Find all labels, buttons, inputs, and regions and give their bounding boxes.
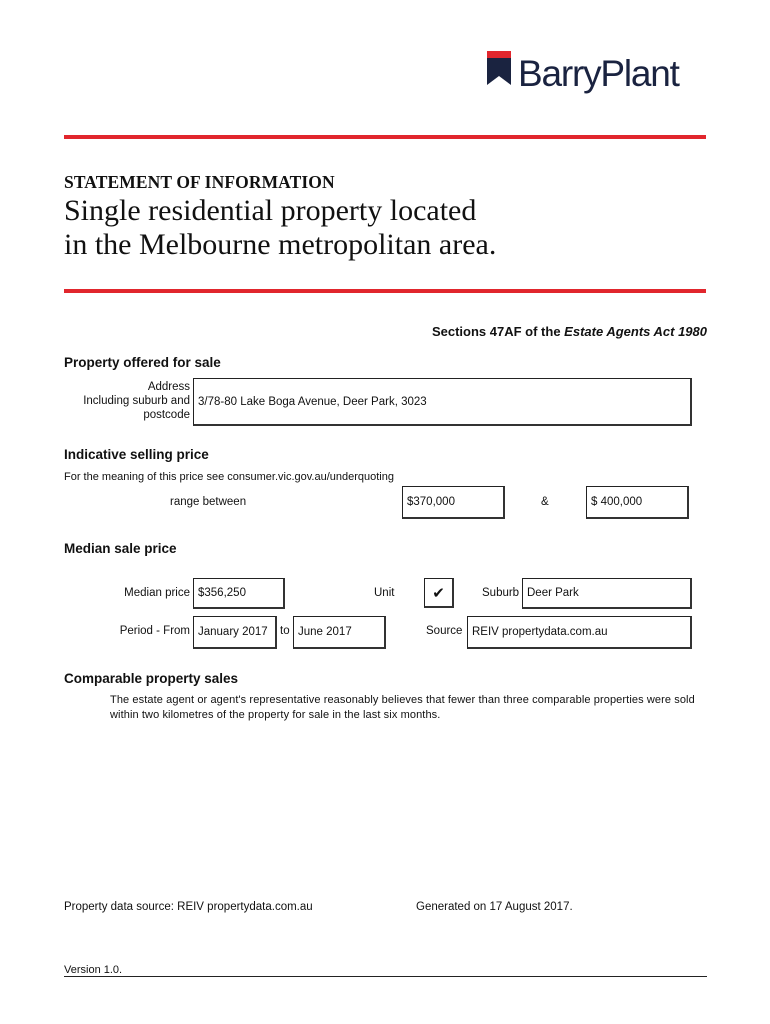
- period-from-field[interactable]: [193, 616, 277, 649]
- generated-date: Generated on 17 August 2017.: [416, 901, 573, 913]
- act-name: Estate Agents Act 1980: [564, 324, 707, 339]
- median-price-label: Median price: [124, 587, 190, 599]
- version-label: Version 1.0.: [64, 964, 123, 976]
- median-price-field[interactable]: [193, 578, 285, 609]
- address-label-suburb: Including suburb and: [83, 395, 190, 407]
- brand-flag-icon: [487, 51, 511, 85]
- page-title-line-1: Single residential property located: [64, 194, 477, 227]
- source-value: REIV propertydata.com.au: [472, 626, 608, 638]
- title-divider: [64, 289, 706, 293]
- unit-check-icon: ✔: [432, 584, 445, 602]
- price-low-field[interactable]: [402, 486, 505, 519]
- act-prefix: Sections 47AF of the: [431, 324, 565, 339]
- act-reference: [432, 324, 707, 339]
- address-label: Address: [147, 381, 190, 393]
- price-high-field[interactable]: [586, 486, 689, 519]
- page-title-line-2: in the Melbourne metropolitan area.: [64, 228, 497, 261]
- brand-logo: BarryPlant: [518, 53, 679, 94]
- address-label-postcode: postcode: [143, 409, 190, 421]
- address-value: 3/78-80 Lake Boga Avenue, Deer Park, 3023: [198, 395, 427, 408]
- median-price-value: $356,250: [198, 587, 246, 599]
- price-low-value: $370,000: [407, 496, 455, 508]
- period-to-label: to: [280, 625, 290, 637]
- price-high-value: $ 400,000: [591, 496, 643, 508]
- suburb-value: Deer Park: [527, 587, 579, 599]
- suburb-label: Suburb: [482, 587, 520, 599]
- period-from-label: Period - From: [119, 625, 190, 637]
- unit-label: Unit: [374, 587, 395, 599]
- period-from-value: January 2017: [198, 626, 268, 638]
- period-to-field[interactable]: [293, 616, 386, 649]
- source-label: Source: [426, 625, 463, 637]
- comparable-statement: The estate agent or agent's representative reasonably believes that fewer than three comparable properties were sold within two kilometres of the property for sale in the last six months.: [110, 694, 695, 721]
- period-to-value: June 2017: [298, 626, 352, 638]
- section-indicative-price: Indicative selling price: [64, 447, 209, 462]
- bottom-divider: [64, 976, 707, 977]
- data-source-note: Property data source: REIV propertydata.com.au: [64, 901, 313, 913]
- top-divider: [64, 135, 706, 139]
- statement-title: STATEMENT OF INFORMATION: [64, 172, 335, 192]
- underquoting-note: For the meaning of this price see consumer.vic.gov.au/underquoting: [64, 471, 394, 483]
- range-ampersand: &: [541, 496, 549, 508]
- suburb-field[interactable]: [522, 578, 692, 609]
- unit-checkbox[interactable]: [424, 578, 454, 608]
- section-median-price: Median sale price: [64, 541, 177, 556]
- section-comparable-sales: Comparable property sales: [64, 671, 239, 686]
- range-label: range between: [170, 496, 247, 508]
- section-property-offered: Property offered for sale: [64, 355, 221, 370]
- source-field[interactable]: [467, 616, 692, 649]
- address-field[interactable]: [193, 378, 692, 426]
